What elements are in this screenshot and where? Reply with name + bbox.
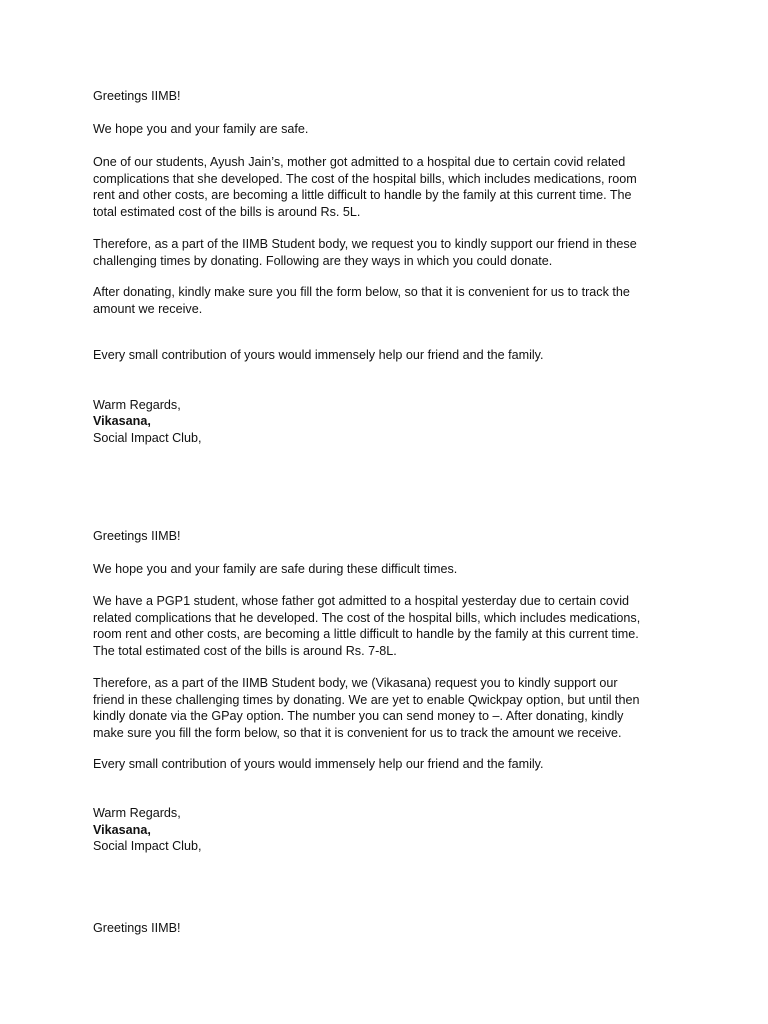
letter-1-body-paragraph-2: Therefore, as a part of the IIMB Student body, we request you to kindly support our friend in these challenging times by donating. Following are they ways in which you could donate. (93, 237, 637, 268)
letter-1-signer: Vikasana, (93, 414, 151, 428)
letter-2-closing-line: Every small contribution of yours would immensely help our friend and the family. (93, 757, 544, 771)
letter-2-club: Social Impact Club, (93, 839, 202, 853)
letter-2-body-paragraph-2: Therefore, as a part of the IIMB Student body, we (Vikasana) request you to kindly support our friend in these challenging times by donating. We are yet to enable Qwickpay option, but until then kindly donate via the GPay option. The number you can send money to –. After donating, kindly make sure you fill the form below, so that it is convenient for us to track the amount we receive. (93, 676, 640, 740)
letter-1-body-paragraph-1: One of our students, Ayush Jain’s, mother got admitted to a hospital due to certain covid related complications that she developed. The cost of the hospital bills, which includes medications, room rent and other costs, are becoming a little difficult to handle by the family at this current time. The total estimated cost of the bills is around Rs. 5L. (93, 155, 637, 219)
letter-2-greeting: Greetings IIMB! (93, 529, 181, 543)
letter-2-signer: Vikasana, (93, 823, 151, 837)
letter-1-greeting: Greetings IIMB! (93, 89, 181, 103)
letter-2-body-paragraph-1: We have a PGP1 student, whose father got admitted to a hospital yesterday due to certain covid related complications that he developed. The cost of the hospital bills, which includes medications, room rent and other costs, are becoming a little difficult to handle by the family at this current time. The total estimated cost of the bills is around Rs. 7-8L. (93, 594, 641, 658)
letter-1-closing-line: Every small contribution of yours would immensely help our friend and the family. (93, 348, 544, 362)
letter-2-regards: Warm Regards, (93, 806, 181, 820)
letter-3-greeting: Greetings IIMB! (93, 921, 181, 935)
letter-1-club: Social Impact Club, (93, 431, 202, 445)
letter-1-wish: We hope you and your family are safe. (93, 122, 309, 136)
letter-1-regards: Warm Regards, (93, 398, 181, 412)
letter-2-wish: We hope you and your family are safe during these difficult times. (93, 562, 458, 576)
letter-1-body-paragraph-3: After donating, kindly make sure you fill the form below, so that it is convenient for us to track the amount we receive. (93, 285, 630, 316)
